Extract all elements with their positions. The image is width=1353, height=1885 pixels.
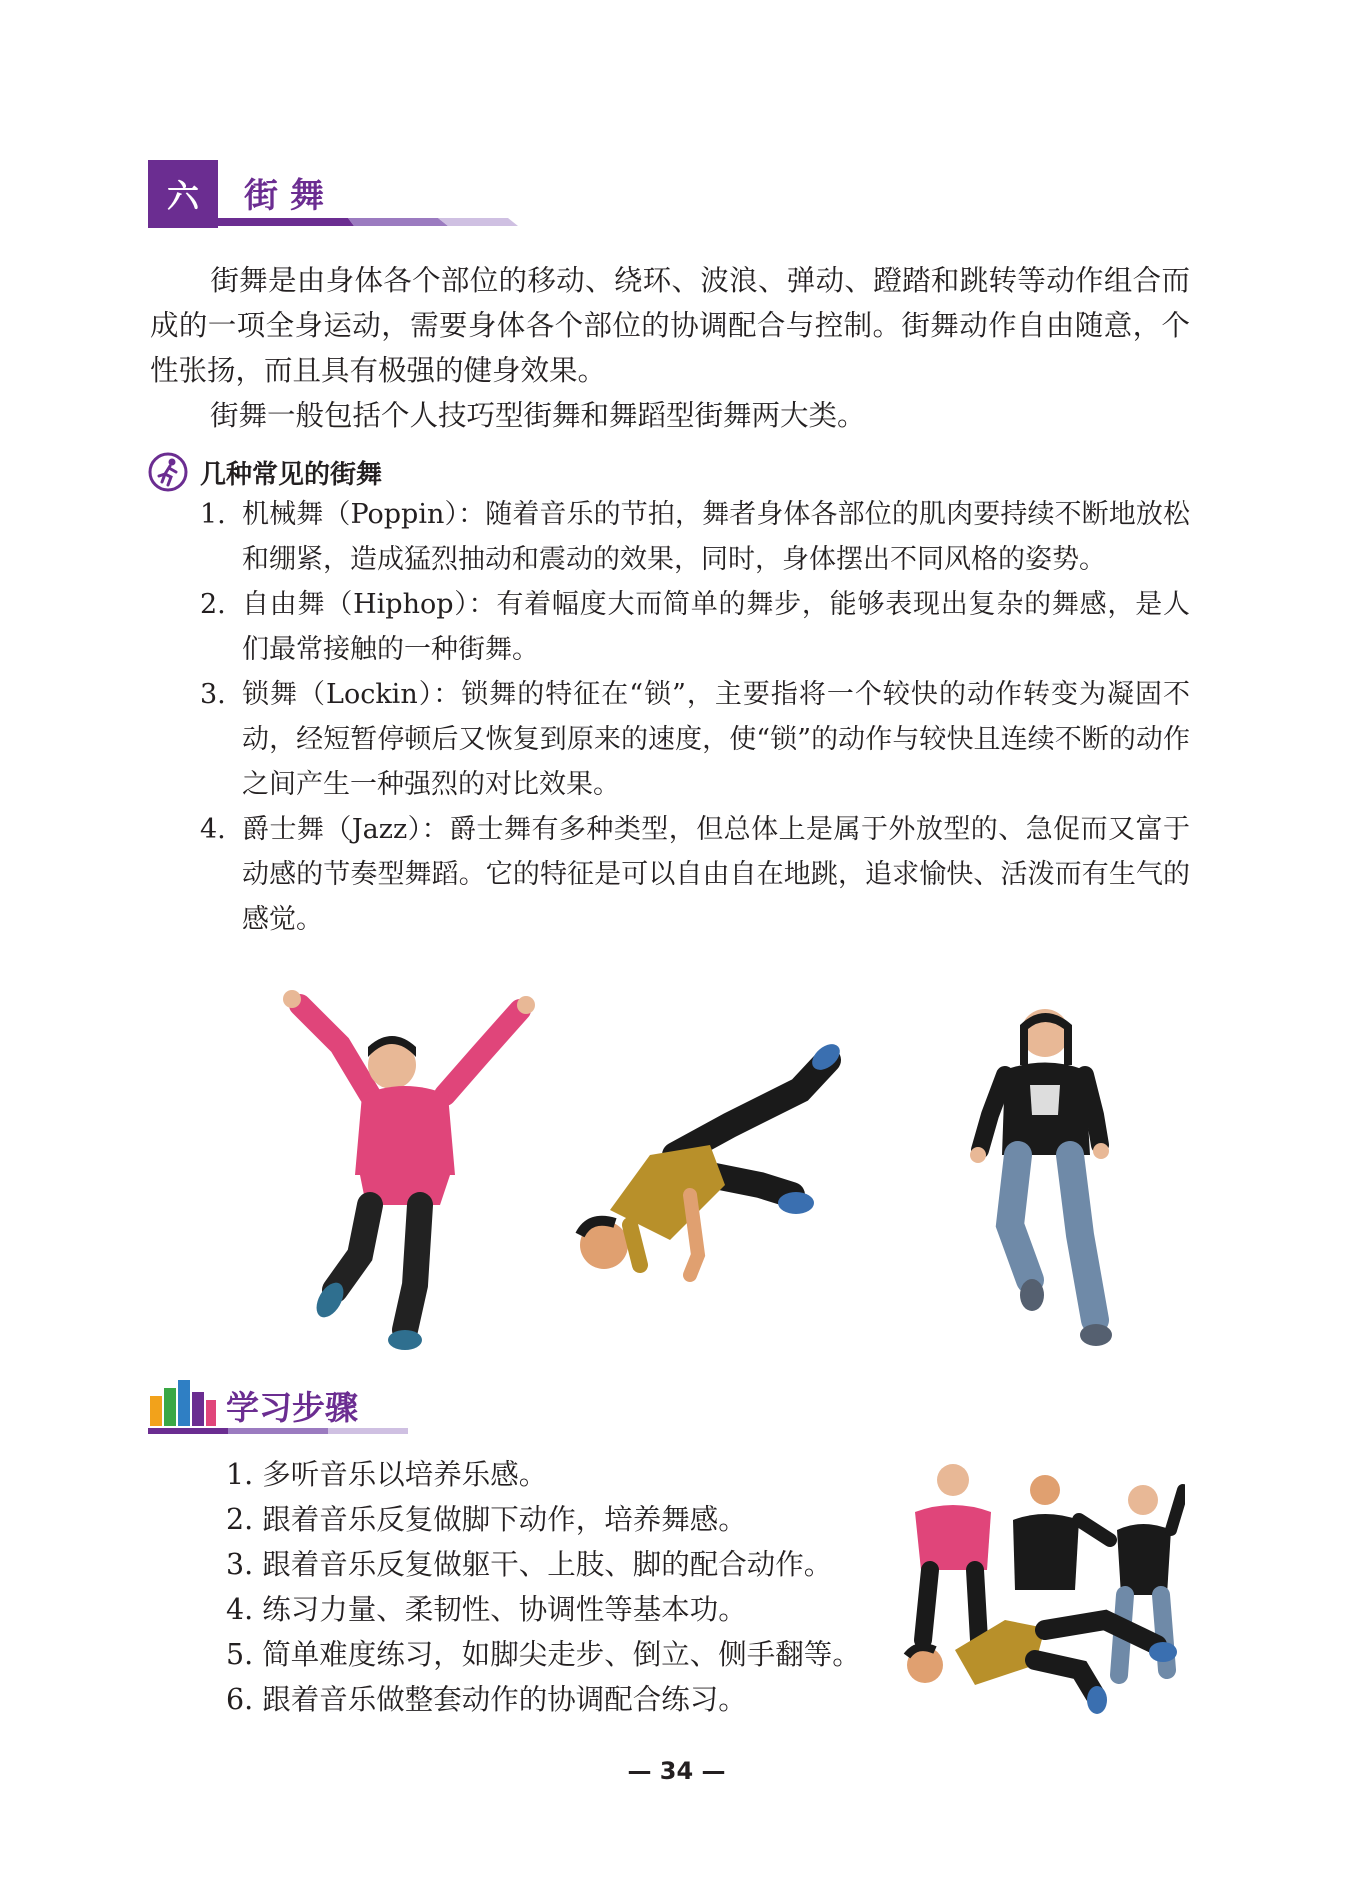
- page-number: — 34 —: [627, 1757, 726, 1785]
- step-item: [226, 1680, 747, 1720]
- step-item: [226, 1455, 547, 1495]
- list-item-number: 4.: [200, 814, 226, 845]
- intro-paragraph-1: [150, 258, 1190, 393]
- step-number: 6.: [226, 1683, 254, 1716]
- bar-chart-icon: [148, 1378, 218, 1428]
- list-item: [200, 672, 1190, 807]
- intro-paragraph-2: [150, 393, 1190, 438]
- step-number: 2.: [226, 1503, 254, 1536]
- section-title: 街舞: [244, 176, 336, 216]
- step-text: 跟着音乐反复做躯干、上肢、脚的配合动作。: [262, 1548, 833, 1581]
- list-item: [200, 582, 1190, 672]
- list-item-text: 锁舞（Lockin）：锁舞的特征在“锁”，主要指将一个较快的动作转变为凝固不动，经短暂停顿后又恢复到原来的速度，使“锁”的动作与较快且连续不断的动作之间产生一种强烈的对比效果。: [242, 679, 1190, 800]
- intro-paragraph-1-text: 街舞是由身体各个部位的移动、绕环、波浪、弹动、蹬踏和跳转等动作组合而成的一项全身运动，需要身体各个部位的协调配合与控制。街舞动作自由随意，个性张扬，而且具有极强的健身效果。: [150, 264, 1190, 387]
- running-figure-icon: [148, 452, 188, 492]
- section-number: 六: [148, 160, 218, 228]
- section-header: [148, 160, 518, 234]
- list-item-text: 爵士舞（Jazz）：爵士舞有多种类型，但总体上是属于外放型的、急促而又富于动感的节奏型舞蹈。它的特征是可以自由自在地跳，追求愉快、活泼而有生气的感觉。: [242, 814, 1190, 935]
- list-item-number: 1.: [200, 499, 226, 530]
- group-dancers-photo: [895, 1460, 1185, 1725]
- list-item-text: 机械舞（Poppin）：随着音乐的节拍，舞者身体各部位的肌肉要持续不断地放松和绷紧，造成猛烈抽动和震动的效果，同时，身体摆出不同风格的姿势。: [242, 499, 1190, 575]
- dancer-photo-freeze: [560, 1035, 850, 1315]
- step-item: [226, 1500, 747, 1540]
- list-item-text: 自由舞（Hiphop）：有着幅度大而简单的舞步，能够表现出复杂的舞感，是人们最常接触的一种街舞。: [242, 589, 1190, 665]
- step-item: [226, 1545, 832, 1585]
- types-title: 几种常见的街舞: [200, 460, 383, 490]
- list-item-number: 3.: [200, 679, 226, 710]
- step-item: [226, 1635, 861, 1675]
- step-number: 4.: [226, 1593, 254, 1626]
- step-number: 1.: [226, 1458, 254, 1491]
- step-text: 简单难度练习，如脚尖走步、倒立、侧手翻等。: [262, 1638, 861, 1671]
- list-item: [200, 492, 1190, 582]
- step-text: 练习力量、柔韧性、协调性等基本功。: [262, 1593, 747, 1626]
- step-number: 5.: [226, 1638, 254, 1671]
- steps-underline: [148, 1428, 408, 1436]
- dancer-photo-walking: [960, 995, 1130, 1350]
- step-text: 跟着音乐做整套动作的协调配合练习。: [262, 1683, 747, 1716]
- step-number: 3.: [226, 1548, 254, 1581]
- steps-title: 学习步骤: [226, 1388, 358, 1427]
- intro-paragraph-2-text: 街舞一般包括个人技巧型街舞和舞蹈型街舞两大类。: [210, 399, 866, 432]
- step-text: 跟着音乐反复做脚下动作，培养舞感。: [262, 1503, 747, 1536]
- list-item: [200, 807, 1190, 942]
- list-item-number: 2.: [200, 589, 226, 620]
- step-text: 多听音乐以培养乐感。: [262, 1458, 548, 1491]
- steps-header: [148, 1378, 408, 1438]
- dancer-photo-jumping: [270, 985, 550, 1360]
- step-item: [226, 1590, 747, 1630]
